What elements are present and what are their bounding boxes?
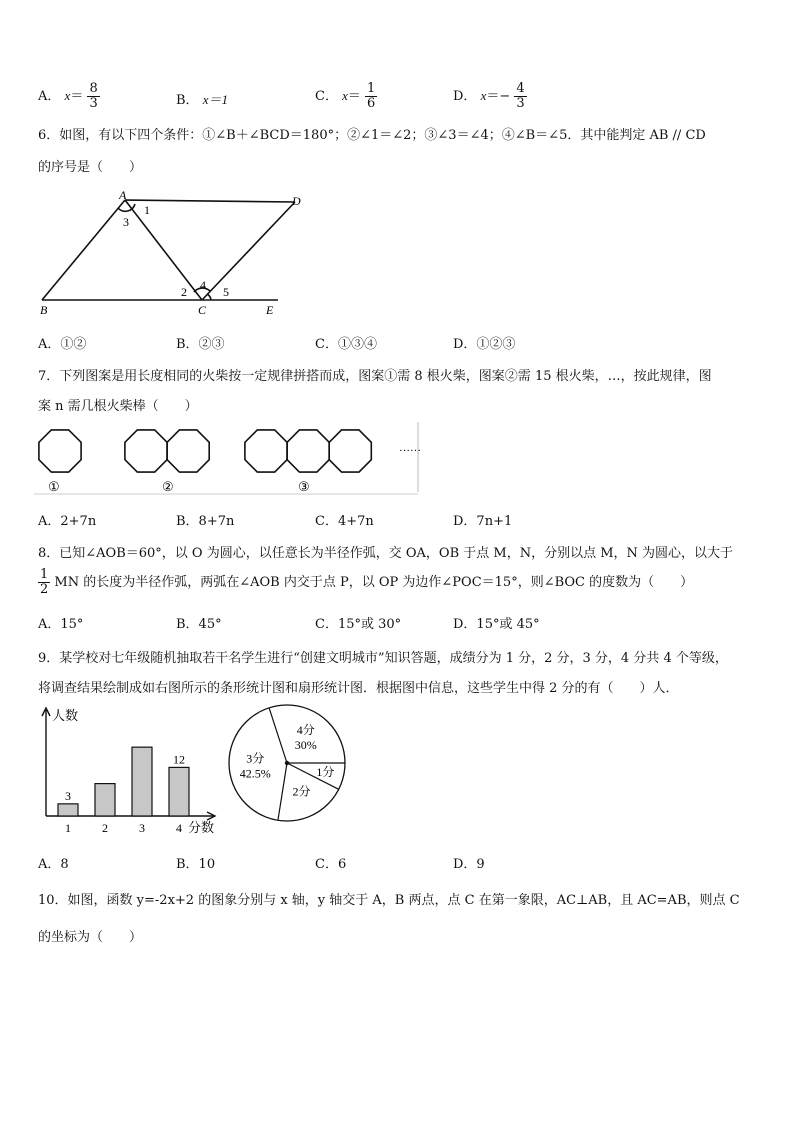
octagon xyxy=(329,430,371,472)
x-axis-title: 分数 xyxy=(188,820,215,835)
pie-chart xyxy=(226,700,356,830)
q7-figure xyxy=(34,420,424,498)
angle-label-3: 3 xyxy=(123,215,129,229)
q6-option-c[interactable]: C．①③④ xyxy=(315,337,377,352)
segment-cd xyxy=(202,202,295,300)
pie-center xyxy=(285,761,289,765)
q8-stem-line2: $\frac{1}{2}$ MN 的长度为半径作弧，两弧在∠AOB 内交于点 P，以 OP 为边作∠POC＝15°，则∠BOC 的度数为（ ） xyxy=(40,567,694,597)
q7-option-d[interactable]: D．7n+1 xyxy=(453,514,513,529)
angle-arc-5 xyxy=(207,294,211,300)
pattern-label-1: ① xyxy=(48,479,60,494)
segment-ab xyxy=(42,200,125,300)
q6-option-b[interactable]: B．②③ xyxy=(176,337,225,352)
pie-slice-label: 4分 xyxy=(296,723,315,738)
q6-option-d[interactable]: D．①②③ xyxy=(453,337,516,352)
octagon xyxy=(245,430,287,472)
q5-option-d[interactable]: D． x＝− $\frac{4}{3}$ xyxy=(453,81,525,111)
q5-option-c[interactable]: C． x＝ $\frac{1}{6}$ xyxy=(315,81,376,111)
q10-stem-line1: 10．如图，函数 y=-2x+2 的图象分别与 x 轴，y 轴交于 A，B 两点，点 C 在第一象限，AC⊥AB，且 AC=AB，则点 C xyxy=(38,893,740,908)
bar-value-label: 12 xyxy=(173,752,185,767)
pie-slice-percent: 42.5% xyxy=(239,766,271,781)
y-axis-title: 人数 xyxy=(52,708,79,723)
q8-option-d[interactable]: D．15°或 45° xyxy=(453,617,540,632)
angle-label-2: 2 xyxy=(181,285,187,299)
q8-stem-line1: 8．已知∠AOB＝60°，以 O 为圆心，以任意长为半径作弧，交 OA，OB 于点 M，N，分别以点 M，N 为圆心，以大于 xyxy=(38,546,734,561)
octagon xyxy=(39,430,81,472)
q7-option-b[interactable]: B．8+7n xyxy=(176,514,235,529)
label-c: C xyxy=(198,303,207,317)
pie-slice-label: 1分 xyxy=(316,765,335,780)
q9-option-b[interactable]: B．10 xyxy=(176,857,216,872)
bar xyxy=(169,767,189,816)
fraction: $\frac{8}{3}$ xyxy=(89,81,98,111)
q9-stem-line2: 将调查结果绘制成如右图所示的条形统计图和扇形统计图．根据图中信息，这些学生中得 2 分的有（ ）人． xyxy=(38,681,679,696)
bar-chart xyxy=(34,704,234,840)
pie-slice-label: 3分 xyxy=(246,751,265,766)
angle-label-5: 5 xyxy=(223,285,229,299)
q8-option-b[interactable]: B．45° xyxy=(176,617,222,632)
q7-option-c[interactable]: C．4+7n xyxy=(315,514,374,529)
q9-option-a[interactable]: A．8 xyxy=(38,857,69,872)
label-b: B xyxy=(40,303,48,317)
octagon xyxy=(287,430,329,472)
q7-option-a[interactable]: A．2+7n xyxy=(38,514,97,529)
segment-ac xyxy=(125,200,202,300)
q6-figure xyxy=(30,188,320,318)
octagon xyxy=(167,430,209,472)
fraction: $\frac{1}{6}$ xyxy=(367,81,376,111)
pattern-label-2: ② xyxy=(162,479,174,494)
q5-option-b[interactable]: B． x＝1 xyxy=(176,92,228,108)
q8-option-c[interactable]: C．15°或 30° xyxy=(315,617,402,632)
label-d: D xyxy=(292,194,301,208)
pie-slice-percent: 30% xyxy=(294,738,317,753)
q8-option-a[interactable]: A．15° xyxy=(38,617,84,632)
label-e: E xyxy=(266,303,274,317)
q9-option-c[interactable]: C．6 xyxy=(315,857,347,872)
x-tick-label: 3 xyxy=(139,821,145,835)
q7-stem-line1: 7．下列图案是用长度相同的火柴按一定规律拼搭而成，图案①需 8 根火柴，图案②需 15 根火柴，…，按此规律，图 xyxy=(38,369,712,384)
fraction-half: $\frac{1}{2}$ xyxy=(40,567,49,597)
octagon xyxy=(125,430,167,472)
fraction: $\frac{4}{3}$ xyxy=(516,81,525,111)
q9-stem-line1: 9．某学校对七年级随机抽取若干名学生进行“创建文明城市”知识答题，成绩分为 1 分，2 分，3 分，4 分共 4 个等级， xyxy=(38,651,728,666)
angle-label-1: 1 xyxy=(144,203,150,217)
q5-option-a[interactable]: A． x＝ $\frac{8}{3}$ xyxy=(38,81,98,111)
x-tick-label: 4 xyxy=(176,821,182,835)
bar-value-label: 3 xyxy=(65,788,71,803)
pattern-label-3: ③ xyxy=(298,479,310,494)
bar xyxy=(58,804,78,816)
segment-ad xyxy=(125,200,295,202)
x-tick-label: 2 xyxy=(102,821,108,835)
q7-stem-line2: 案 n 需几根火柴棒（ ） xyxy=(38,399,198,414)
q6-stem-line2: 的序号是（ ） xyxy=(38,160,143,175)
bar xyxy=(95,784,115,816)
pie-slice-label: 2分 xyxy=(292,784,311,799)
label-a: A xyxy=(119,188,127,202)
continuation-dots: …… xyxy=(399,442,421,454)
x-tick-label: 1 xyxy=(65,821,71,835)
q6-stem-line1: 6．如图，有以下四个条件：①∠B＋∠BCD＝180°；②∠1＝∠2；③∠3＝∠4；④∠B＝∠5．其中能判定 AB // CD xyxy=(38,128,706,143)
angle-label-4: 4 xyxy=(200,278,206,292)
q10-stem-line2: 的坐标为（ ） xyxy=(38,930,143,945)
q9-option-d[interactable]: D．9 xyxy=(453,857,485,872)
bar xyxy=(132,747,152,816)
q6-option-a[interactable]: A．①② xyxy=(38,337,87,352)
